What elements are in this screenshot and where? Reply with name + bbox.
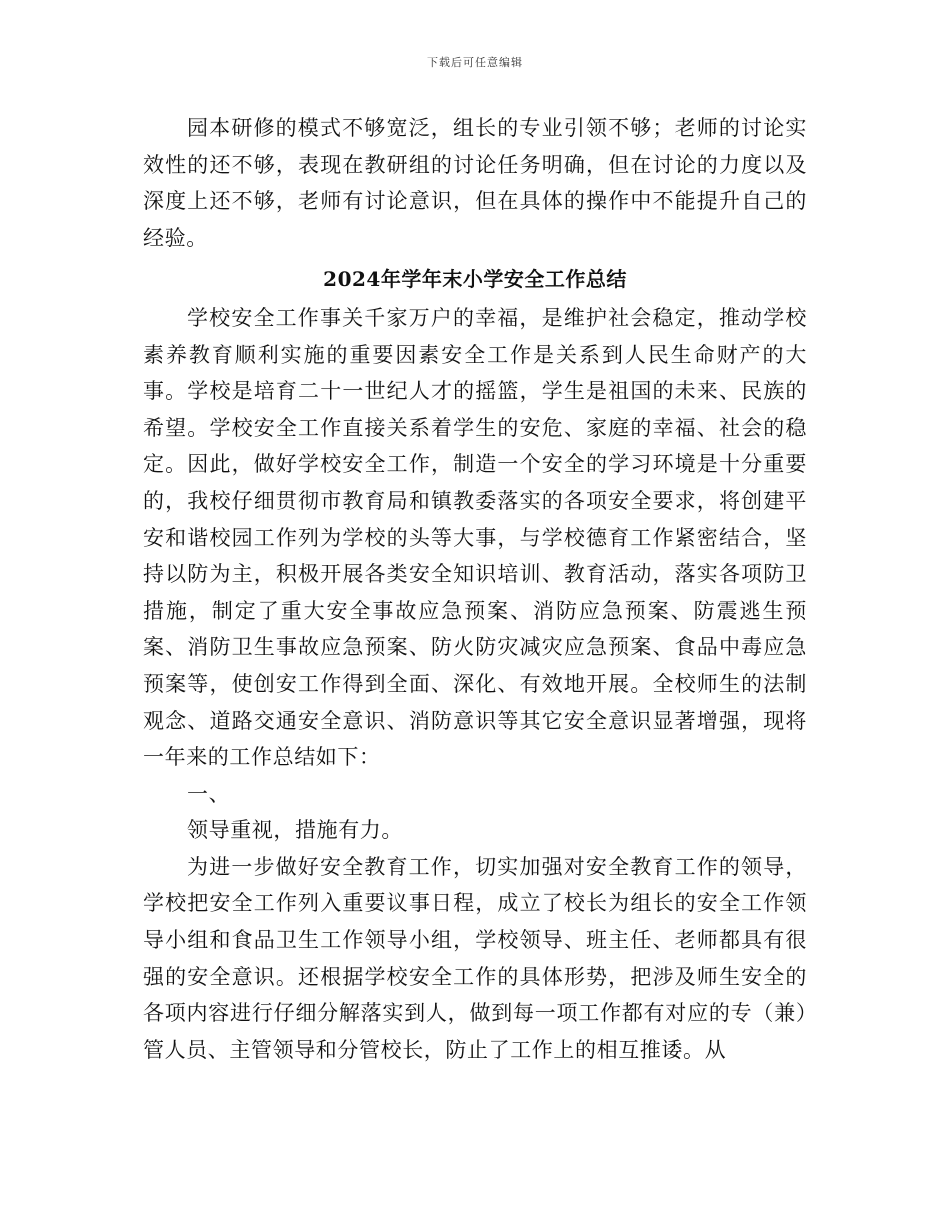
document-body: [143, 110, 807, 1068]
document-title: 2024年学年末小学安全工作总结: [323, 267, 627, 292]
page-header-note: 下载后可任意编辑: [427, 56, 523, 69]
section-number: 一、: [187, 781, 231, 806]
section-heading: 领导重视，措施有力。: [187, 818, 403, 843]
intro-paragraph: 园本研修的模式不够宽泛，组长的专业引领不够；老师的讨论实效性的还不够，表现在教研组的讨论任务明确，但在讨论的力度以及深度上还不够，老师有讨论意识，但在具体的操作中不能提升自己的经验。: [143, 116, 807, 250]
body-paragraph-2: 为进一步做好安全教育工作，切实加强对安全教育工作的领导，学校把安全工作列入重要议事日程，成立了校长为组长的安全工作领导小组和食品卫生工作领导小组，学校领导、班主任、老师都具有很强的安全意识。还根据学校安全工作的具体形势，把涉及师生安全的各项内容进行仔细分解落实到人，做到每一项工作都有对应的专（兼）管人员、主管领导和分管校长，防止了工作上的相互推诿。从: [143, 854, 807, 1062]
body-paragraph-1: 学校安全工作事关千家万户的幸福，是维护社会稳定，推动学校素养教育顺利实施的重要因素安全工作是关系到人民生命财产的大事。学校是培育二十一世纪人才的摇篮，学生是祖国的未来、民族的希望。学校安全工作直接关系着学生的安危、家庭的幸福、社会的稳定。因此，做好学校安全工作，制造一个安全的学习环境是十分重要的，我校仔细贯彻市教育局和镇教委落实的各项安全要求，将创建平安和谐校园工作列为学校的头等大事，与学校德育工作紧密结合，坚持以防为主，积极开展各类安全知识培训、教育活动，落实各项防卫措施，制定了重大安全事故应急预案、消防应急预案、防震逃生预案、消防卫生事故应急预案、防火防灾减灾应急预案、食品中毒应急预案等，使创安工作得到全面、深化、有效地开展。全校师生的法制观念、道路交通安全意识、消防意识等其它安全意识显著增强，现将一年来的工作总结如下：: [143, 305, 807, 770]
